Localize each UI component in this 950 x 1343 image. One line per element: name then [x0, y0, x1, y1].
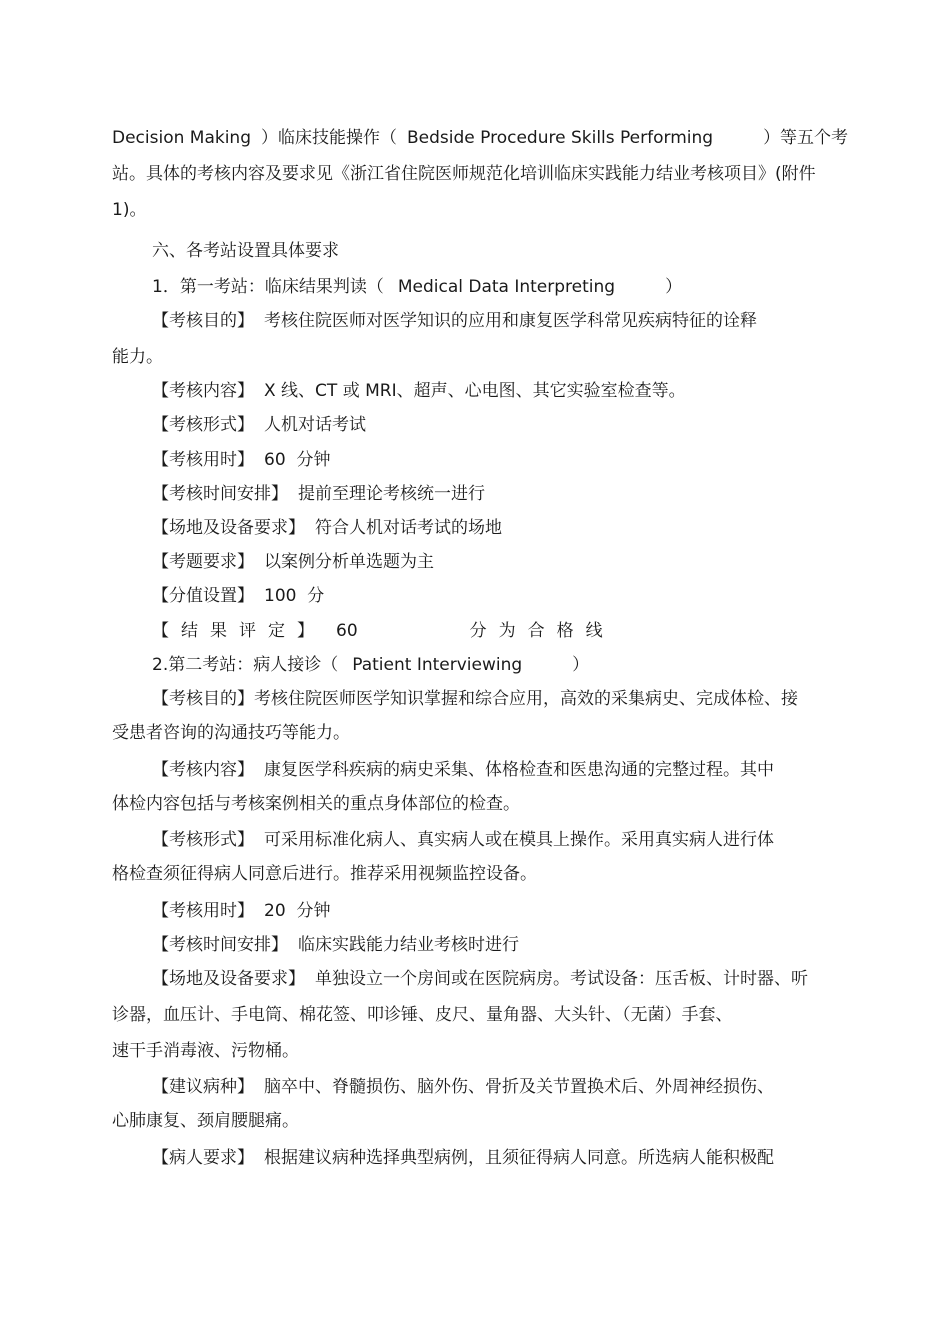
term-bedside-procedure: Bedside Procedure Skills Performing — [407, 128, 714, 148]
field-label: 【考核内容】 — [152, 381, 254, 401]
field-label: 【建议病种】 — [152, 1077, 254, 1097]
field-value: 人机对话考试 — [264, 415, 366, 435]
field-value: X 线、CT 或 MRI、超声、心电图、其它实验室检查等。 — [264, 381, 686, 401]
field-value: 可采用标准化病人、真实病人或在模具上操作。采用真实病人进行体 — [264, 830, 774, 850]
field-value: 以案例分析单选题为主 — [264, 552, 434, 572]
field-label: 【考核用时】 — [152, 901, 254, 921]
field-value: 分为合格线 — [469, 621, 615, 641]
text-line — [152, 968, 808, 990]
text-line — [152, 1076, 774, 1098]
term-patient-interviewing: Patient Interviewing — [352, 655, 523, 675]
field-value: 60 分钟 — [264, 450, 331, 470]
field-label: 【分值设置】 — [152, 586, 254, 606]
field-label: 【考核时间安排】 — [152, 484, 288, 504]
text-fragment: ）临床技能操作（ — [261, 128, 397, 148]
text-line — [152, 483, 485, 505]
text-line — [152, 900, 330, 922]
text-line: 速干手消毒液、污物桶。 — [112, 1041, 299, 1061]
text-line — [152, 934, 519, 956]
text-fragment: ）等五个考 — [763, 128, 849, 148]
text-line: 诊器，血压计、手电筒、棉花签、叩诊锤、皮尺、量角器、大头针、（无菌）手套、 — [112, 1005, 733, 1025]
station-heading — [152, 276, 682, 298]
text-line: 受患者咨询的沟通技巧等能力。 — [112, 723, 350, 743]
text-fragment: 2.第二考站：病人接诊（ — [152, 655, 339, 675]
text-line: 1)。 — [112, 200, 147, 220]
field-value: 考核住院医师对医学知识的应用和康复医学科常见疾病特征的诠释 — [264, 311, 757, 331]
text-line — [152, 517, 502, 539]
text-fragment: ） — [572, 655, 590, 675]
text-line — [152, 380, 686, 402]
text-line — [152, 414, 366, 436]
field-value: 根据建议病种选择典型病例，且须征得病人同意。所选病人能积极配 — [264, 1148, 774, 1168]
field-value: 60 — [336, 621, 358, 641]
text-line — [152, 310, 757, 332]
text-line — [152, 585, 324, 607]
field-value: 临床实践能力结业考核时进行 — [298, 935, 519, 955]
field-label: 【考核形式】 — [152, 830, 254, 850]
term-medical-data: Medical Data Interpreting — [397, 277, 616, 297]
text-line: 能力。 — [112, 347, 163, 367]
field-label: 【场地及设备要求】 — [152, 969, 305, 989]
text-line: 体检内容包括与考核案例相关的重点身体部位的检查。 — [112, 794, 520, 814]
text-line — [152, 620, 615, 642]
field-label: 【结果评定】 — [152, 621, 326, 641]
text-line — [112, 127, 848, 149]
term-decision-making: Decision Making — [112, 128, 251, 148]
field-value: 符合人机对话考试的场地 — [315, 518, 502, 538]
text-line: 心肺康复、颈肩腰腿痛。 — [112, 1111, 299, 1131]
field-label: 【考核内容】 — [152, 760, 254, 780]
field-label: 【病人要求】 — [152, 1148, 254, 1168]
field-value: 提前至理论考核统一进行 — [298, 484, 485, 504]
field-label: 【考核时间安排】 — [152, 935, 288, 955]
field-value: 单独设立一个房间或在医院病房。考试设备：压舌板、计时器、听 — [315, 969, 808, 989]
field-label: 【场地及设备要求】 — [152, 518, 305, 538]
text-line — [152, 449, 330, 471]
text-line — [152, 551, 434, 573]
station-heading — [152, 654, 589, 676]
field-value: 康复医学科疾病的病史采集、体格检查和医患沟通的完整过程。其中 — [264, 760, 774, 780]
text-line — [152, 829, 774, 851]
text-line: 格检查须征得病人同意后进行。推荐采用视频监控设备。 — [112, 864, 537, 884]
text-line — [152, 759, 774, 781]
text-fragment: 1．第一考站：临床结果判读（ — [152, 277, 384, 297]
text-fragment: ） — [665, 277, 683, 297]
field-label: 【考题要求】 — [152, 552, 254, 572]
text-line — [152, 1147, 774, 1169]
section-heading: 六、各考站设置具体要求 — [152, 241, 339, 261]
field-label: 【考核形式】 — [152, 415, 254, 435]
field-label: 【考核用时】 — [152, 450, 254, 470]
field-value: 脑卒中、脊髓损伤、脑外伤、骨折及关节置换术后、外周神经损伤、 — [264, 1077, 774, 1097]
text-line: 站。具体的考核内容及要求见《浙江省住院医师规范化培训临床实践能力结业考核项目》(附件 — [112, 164, 816, 184]
field-value: 20 分钟 — [264, 901, 331, 921]
field-label: 【考核目的】 — [152, 311, 254, 331]
text-line: 【考核目的】考核住院医师医学知识掌握和综合应用，高效的采集病史、完成体检、接 — [152, 689, 798, 709]
field-value: 100 分 — [264, 586, 325, 606]
